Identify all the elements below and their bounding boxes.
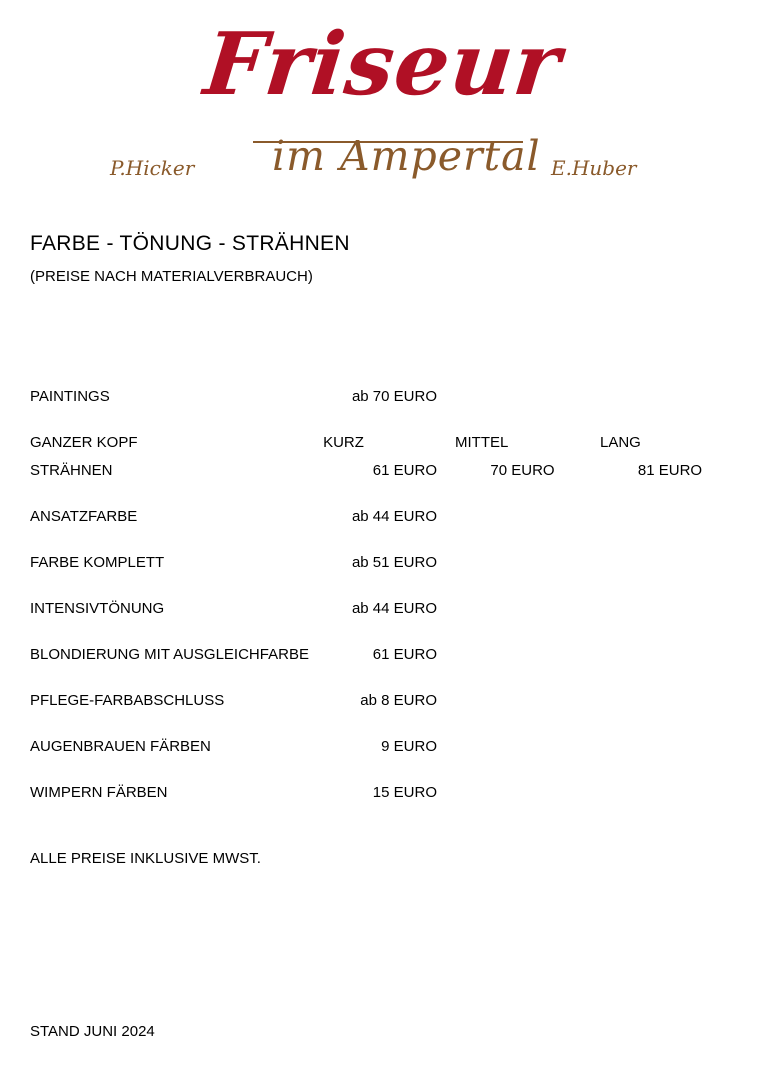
page-subtitle: (PREISE NACH MATERIALVERBRAUCH) (30, 268, 313, 285)
table-row (0, 508, 767, 554)
service-label: PAINTINGS (30, 388, 110, 405)
service-price-kurz: 61 EURO (372, 462, 437, 479)
date-stamp: STAND JUNI 2024 (30, 1023, 155, 1040)
service-price: ab 51 EURO (351, 554, 437, 571)
table-row (0, 554, 767, 600)
table-row (0, 784, 767, 830)
table-row (0, 692, 767, 738)
table-row (0, 388, 767, 434)
service-price: ab 70 EURO (351, 388, 437, 405)
logo-header (0, 14, 767, 179)
column-header-lang: LANG (600, 434, 641, 451)
service-price: ab 8 EURO (360, 692, 437, 709)
owner-name-left: P.Hicker (110, 156, 195, 180)
service-label: FARBE KOMPLETT (30, 554, 165, 571)
service-label: WIMPERN FÄRBEN (30, 784, 168, 801)
table-row (0, 738, 767, 784)
service-price: 9 EURO (381, 738, 437, 755)
logo-subtitle: im Ampertal (272, 132, 541, 180)
service-price: ab 44 EURO (351, 600, 437, 617)
tax-note: ALLE PREISE INKLUSIVE MWST. (30, 850, 261, 867)
logo-wordmark: Friseur (199, 14, 566, 115)
page-title: FARBE - TÖNUNG - STRÄHNEN (30, 232, 350, 255)
price-list (0, 388, 767, 830)
service-price-mittel: 70 EURO (490, 462, 555, 479)
service-label: STRÄHNEN (30, 462, 113, 479)
owner-name-right: E.Huber (551, 156, 637, 180)
service-label: BLONDIERUNG MIT AUSGLEICHFARBE (30, 646, 309, 663)
service-price: 61 EURO (372, 646, 437, 663)
service-label: AUGENBRAUEN FÄRBEN (30, 738, 211, 755)
service-price-lang: 81 EURO (637, 462, 703, 479)
service-label: GANZER KOPF (30, 434, 138, 451)
table-row (0, 600, 767, 646)
column-header-mittel: MITTEL (455, 434, 509, 451)
service-price: 15 EURO (372, 784, 437, 801)
table-row (0, 462, 767, 508)
service-label: PFLEGE-FARBABSCHLUSS (30, 692, 225, 709)
service-label: ANSATZFARBE (30, 508, 138, 525)
service-label: INTENSIVTÖNUNG (30, 600, 165, 617)
service-price: ab 44 EURO (351, 508, 437, 525)
table-row (0, 646, 767, 692)
table-row (0, 434, 767, 462)
column-header-kurz: KURZ (323, 434, 364, 451)
